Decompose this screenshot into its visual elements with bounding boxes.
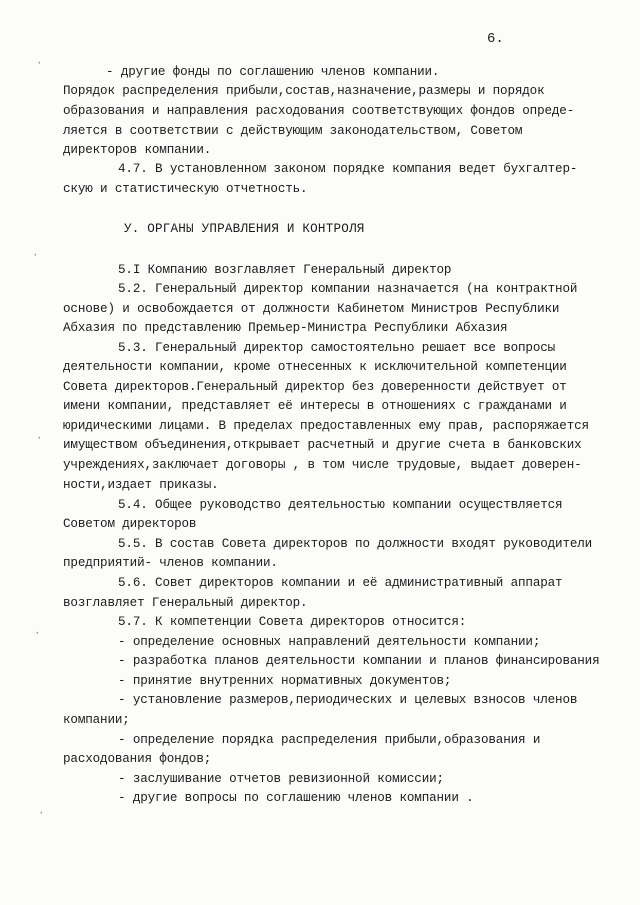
- text-line: Совета директоров.Генеральный директор без доверенности действует от: [63, 380, 567, 394]
- text-line: ности,издает приказы.: [63, 478, 219, 492]
- text-line: 4.7. В установленном законом порядке компания ведет бухгалтер-: [118, 162, 578, 176]
- list-item: - принятие внутренних нормативных документов;: [118, 674, 452, 688]
- text-line: расходования фондов;: [63, 752, 212, 766]
- text-line: учреждениях,заключает договоры , в том числе трудовые, выдает доверен-: [63, 458, 582, 472]
- text-line: юридическими лицами. В пределах предоставленных ему прав, распоряжается: [63, 419, 589, 433]
- text-line: 5.7. К компетенции Совета директоров относится:: [118, 615, 467, 629]
- margin-mark: ·: [34, 628, 41, 640]
- list-item: - определение порядка распределения прибыли,образования и: [118, 733, 541, 747]
- margin-mark: ·: [32, 250, 39, 262]
- text-line: 5.6. Совет директоров компании и её административный аппарат: [118, 576, 563, 590]
- text-line: имуществом объединения,открывает расчетный и другие счета в банковских: [63, 438, 582, 452]
- list-item: - другие вопросы по соглашению членов компании .: [118, 791, 474, 805]
- text-line: Советом директоров: [63, 517, 197, 531]
- text-line: 5.I Компанию возглавляет Генеральный директор: [118, 263, 452, 277]
- list-item: - определение основных направлений деятельности компании;: [118, 635, 541, 649]
- text-line: 5.5. В состав Совета директоров по должности входят руководители: [118, 537, 593, 551]
- section-heading: У. ОРГАНЫ УПРАВЛЕНИЯ И КОНТРОЛЯ: [124, 222, 365, 236]
- text-line: ляется в соответствии с действующим законодательством, Советом: [63, 124, 523, 138]
- text-line: компании;: [63, 713, 130, 727]
- text-line: директоров компании.: [63, 143, 212, 157]
- margin-mark: ·: [38, 808, 45, 820]
- list-item: - разработка планов деятельности компании и планов финансирования: [118, 654, 600, 668]
- text-line: Абхазия по представлению Премьер-Министра Республики Абхазия: [63, 321, 508, 335]
- text-line: имени компании, представляет её интересы в отношениях с гражданами и: [63, 399, 567, 413]
- text-line: скую и статистическую отчетность.: [63, 182, 308, 196]
- margin-mark: ·: [36, 433, 43, 445]
- text-line: - другие фонды по соглашению членов компании.: [106, 65, 440, 79]
- list-item: - заслушивание отчетов ревизионной комиссии;: [118, 772, 444, 786]
- margin-mark: ·: [36, 58, 43, 70]
- page-number: 6.: [487, 31, 504, 47]
- text-line: возглавляет Генеральный директор.: [63, 596, 308, 610]
- text-line: 5.2. Генеральный директор компании назначается (на контрактной: [118, 282, 578, 296]
- text-line: 5.3. Генеральный директор самостоятельно решает все вопросы: [118, 341, 556, 355]
- text-line: предприятий- членов компании.: [63, 556, 278, 570]
- text-line: Порядок распределения прибыли,состав,назначение,размеры и порядок: [63, 84, 545, 98]
- text-line: деятельности компании, кроме отнесенных к исключительной компетенции: [63, 360, 567, 374]
- text-line: основе) и освобождается от должности Кабинетом Министров Республики: [63, 302, 560, 316]
- text-line: образования и направления расходования соответствующих фондов опреде-: [63, 104, 575, 118]
- list-item: - установление размеров,периодических и целевых взносов членов: [118, 693, 578, 707]
- text-line: 5.4. Общее руководство деятельностью компании осуществляется: [118, 498, 563, 512]
